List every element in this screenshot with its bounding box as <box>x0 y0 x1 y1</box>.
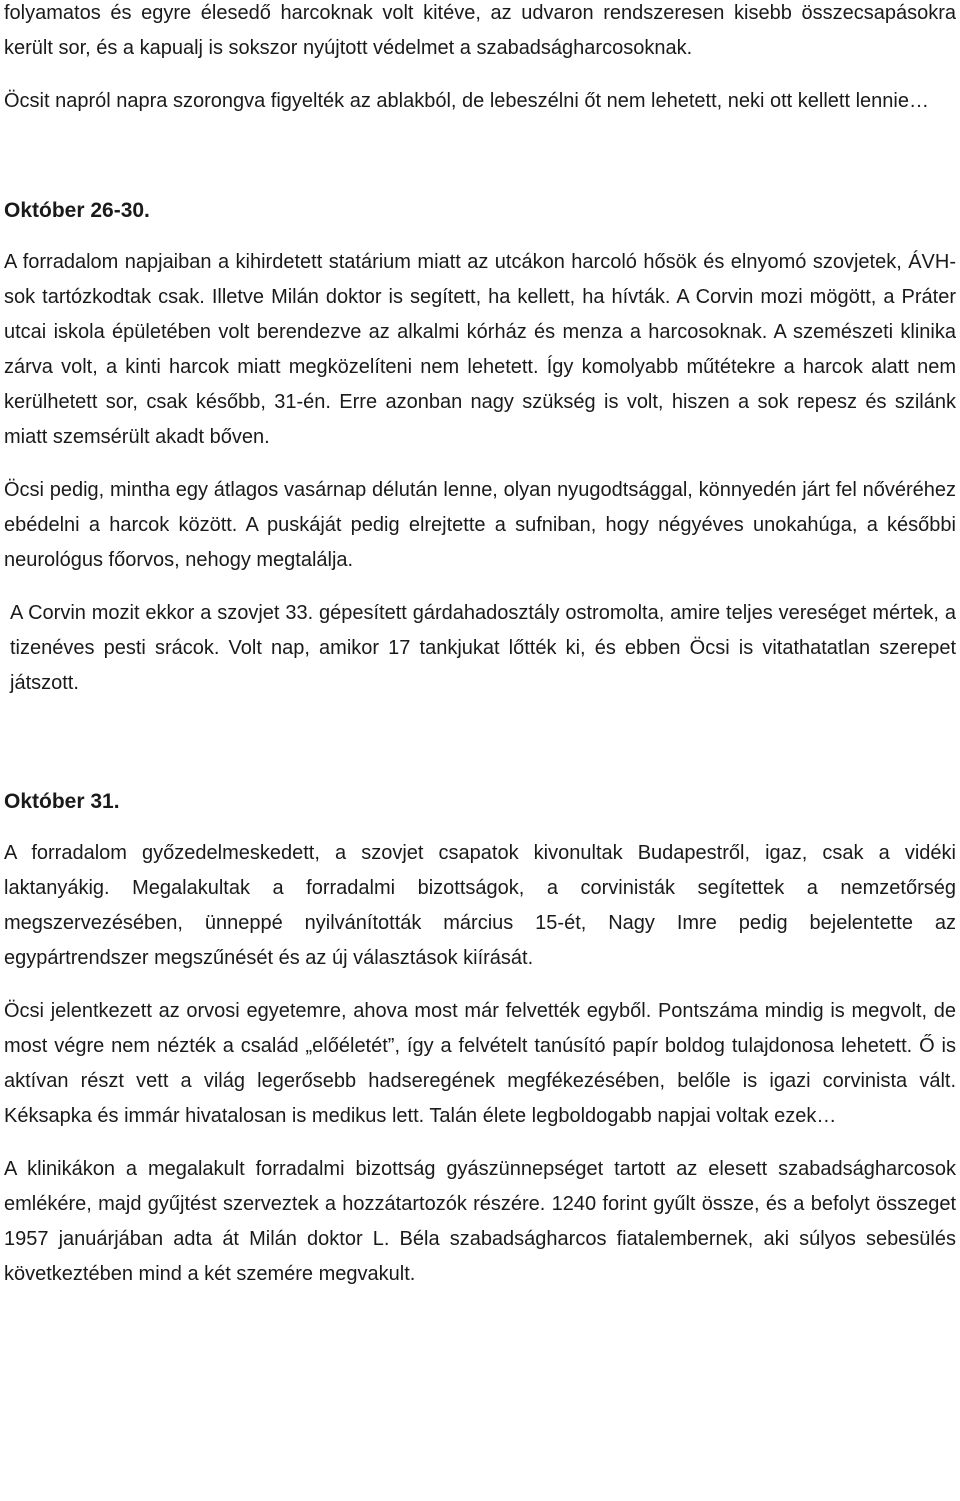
paragraph-oct26-2: Öcsi pedig, mintha egy átlagos vasárnap délután lenne, olyan nyugodtsággal, könnyedén járt fel nővéréhez ebédelni a harcok között. A puskáját pedig elrejtette a sufniban, hogy négyéves unokahúga, a későbbi neurológus főorvos, nehogy megtalálja. <box>4 479 956 571</box>
paragraph-intro-2: Öcsit napról napra szorongva figyelték az ablakból, de lebeszélni őt nem lehetett, neki ott kellett lennie… <box>4 90 929 112</box>
paragraph-oct31-3: A klinikákon a megalakult forradalmi bizottság gyászünnepséget tartott az elesett szabadságharcosok emlékére, majd gyűjtést szerveztek a hozzátartozók részére. 1240 forint gyűlt össze, és a befolyt összeget 1957 januárjában adta át Milán doktor L. Béla szabadságharcos fiatalembernek, aki súlyos sebesülés következtében mind a két szemére megvakult. <box>4 1158 956 1285</box>
document-page <box>4 0 956 1292</box>
paragraph-oct31-2: Öcsi jelentkezett az orvosi egyetemre, ahova most már felvették egyből. Pontszáma mindig is megvolt, de most végre nem nézték a család „előéletét”, így a felvételt tanúsító papír boldog tulajdonosa lehetett. Ő is aktívan részt vett a világ legerősebb hadseregének megfékezésében, belőle is igazi corvinista vált. Kéksapka és immár hivatalosan is medikus lett. Talán élete legboldogabb napjai voltak ezek… <box>4 1000 956 1127</box>
section-heading-oct-26-30: Október 26-30. <box>4 199 150 222</box>
paragraph-oct31-1: A forradalom győzedelmeskedett, a szovjet csapatok kivonultak Budapestről, igaz, csak a vidéki laktanyákig. Megalakultak a forradalmi bizottságok, a corvinisták segítettek a nemzetőrség megszervezésében, ünneppé nyilvánították március 15-ét, Nagy Imre pedig bejelentette az egypártrendszer megszűnését és az új választások kiírását. <box>4 842 956 969</box>
paragraph-oct26-3: A Corvin mozit ekkor a szovjet 33. gépesített gárdahadosztály ostromolta, amire teljes vereséget mértek, a tizenéves pesti srácok. Volt nap, amikor 17 tankjukat lőtték ki, és ebben Öcsi is vitathatatlan szerepet játszott. <box>10 602 956 694</box>
paragraph-intro-1: folyamatos és egyre élesedő harcoknak volt kitéve, az udvaron rendszeresen kisebb összecsapásokra került sor, és a kapualj is sokszor nyújtott védelmet a szabadságharcosoknak. <box>4 2 956 59</box>
paragraph-oct26-1: A forradalom napjaiban a kihirdetett statárium miatt az utcákon harcoló hősök és elnyomó szovjetek, ÁVH-sok tartózkodtak csak. Illetve Milán doktor is segített, ha kellett, ha hívták. A Corvin mozi mögött, a Práter utcai iskola épületében volt berendezve az alkalmi kórház és menza a harcosoknak. A szemészeti klinika zárva volt, a kinti harcok miatt megközelíteni nem lehetett. Így komolyabb műtétekre a harcok alatt nem kerülhetett sor, csak később, 31-én. Erre azonban nagy szükség is volt, hiszen a sok repesz és szilánk miatt szemsérült akadt bőven. <box>4 251 956 448</box>
section-heading-oct-31: Október 31. <box>4 790 120 813</box>
